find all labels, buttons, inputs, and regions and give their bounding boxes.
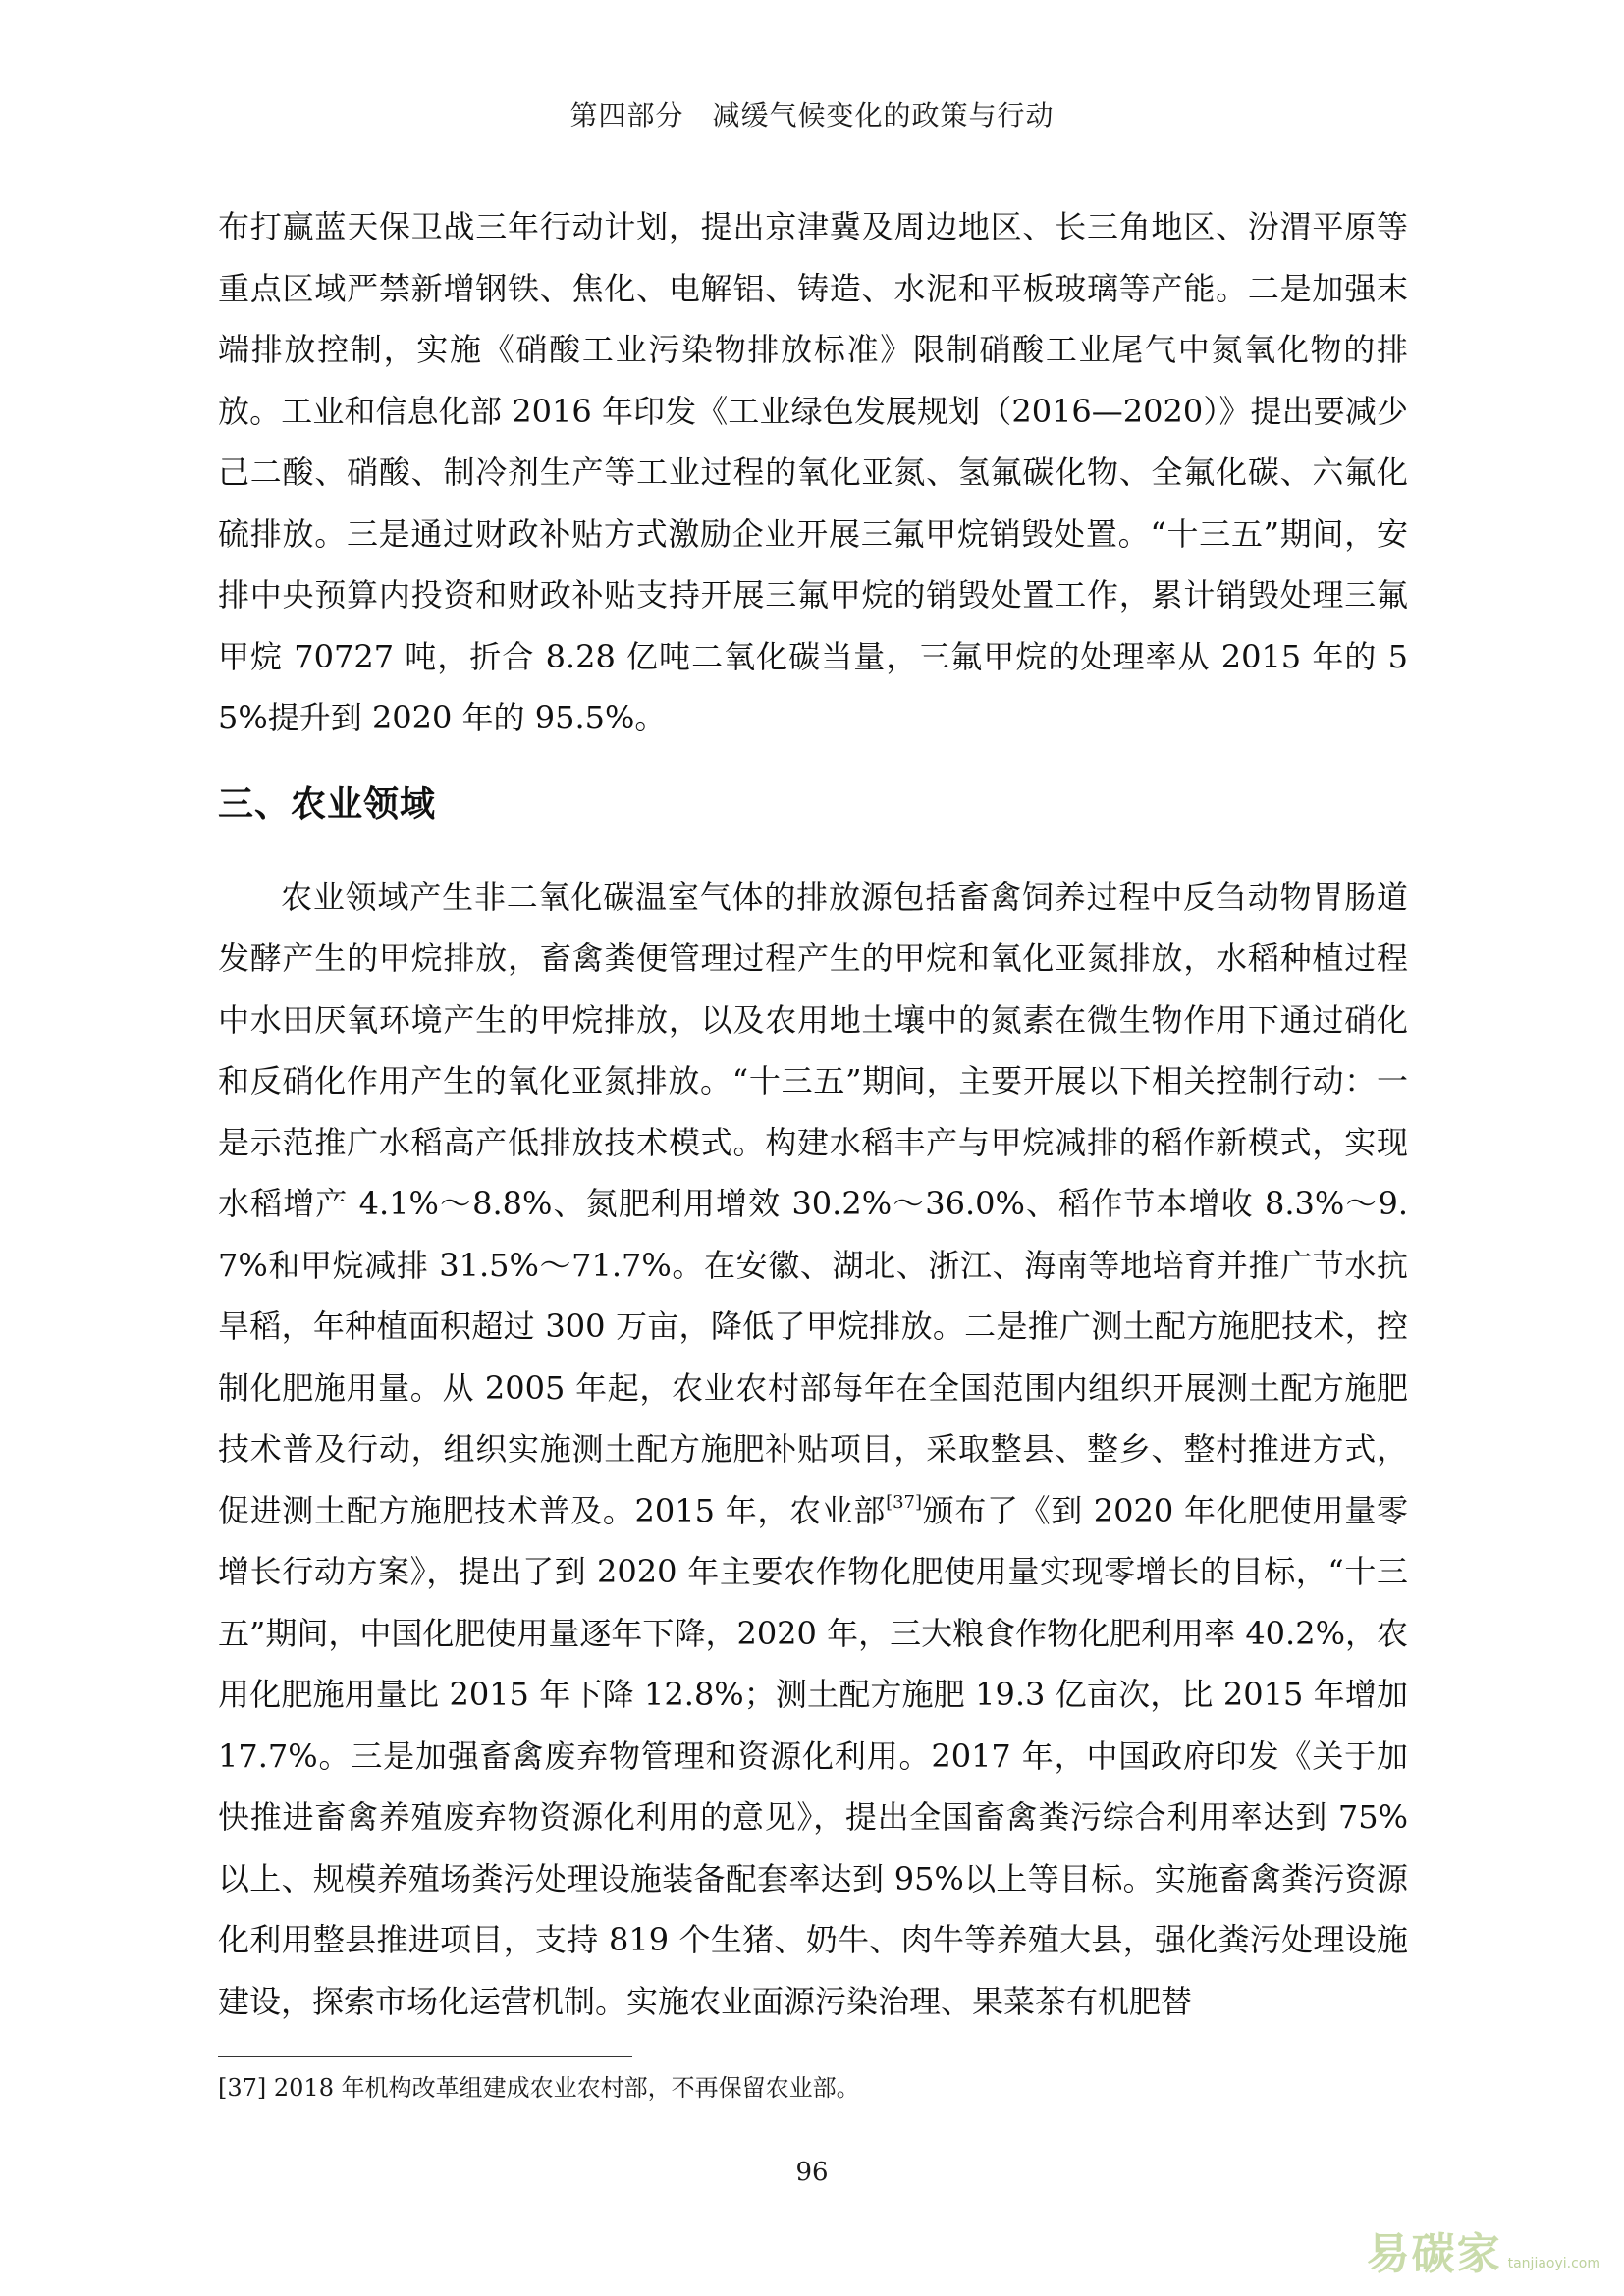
paragraph-agriculture-text-part-2: 颁布了《到 2020 年化肥使用量零增长行动方案》，提出了到 2020 年主要农作物化肥使用量实现零增长的目标，“十三五”期间，中国化肥使用量逐年下降，2020 年，三大粮食作物化肥利用率 40.2%，农用化肥施用量比 2015 年下降 12.8%；测土配方施肥 19.3 亿亩次，比 2015 年增加 17.7%。三是加强畜禽废弃物管理和资源化利用。2017 年，中国政府印发《关于加快推进畜禽养殖废弃物资源化利用的意见》，提出全国畜禽粪污综合利用率达到 75%以上、规模养殖场粪污处理设施装备配套率达到 95%以上等目标。实施畜禽粪污资源化利用整县推进项目，支持 819 个生猪、奶牛、肉牛等养殖大县，强化粪污处理设施建设，探索市场化运营机制。实施农业面源污染治理、果菜茶有机肥替 bbox=[218, 1491, 1408, 2020]
watermark bbox=[1367, 2230, 1600, 2279]
section-heading-agriculture: 三、农业领域 bbox=[218, 783, 437, 825]
footnote-reference-37[interactable]: [37] bbox=[886, 1491, 923, 1513]
watermark-logo: 易碳家 bbox=[1366, 2229, 1502, 2279]
watermark-domain: tanjiaoyi.com bbox=[1507, 2256, 1600, 2271]
footnote-divider bbox=[218, 2056, 632, 2057]
running-header: 第四部分 减缓气候变化的政策与行动 bbox=[569, 99, 1055, 132]
footnote-37: [37] 2018 年机构改革组建成农业农村部，不再保留农业部。 bbox=[218, 2074, 860, 2102]
paragraph-agriculture bbox=[218, 867, 1408, 2033]
paragraph-industry-continued: 布打赢蓝天保卫战三年行动计划，提出京津冀及周边地区、长三角地区、汾渭平原等重点区域严禁新增钢铁、焦化、电解铝、铸造、水泥和平板玻璃等产能。二是加强末端排放控制，实施《硝酸工业污染物排放标准》限制硝酸工业尾气中氮氧化物的排放。工业和信息化部 2016 年印发《工业绿色发展规划（2016—2020）》提出要减少己二酸、硝酸、制冷剂生产等工业过程的氧化亚氮、氢氟碳化物、全氟化碳、六氟化硫排放。三是通过财政补贴方式激励企业开展三氟甲烷销毁处置。“十三五”期间，安排中央预算内投资和财政补贴支持开展三氟甲烷的销毁处置工作，累计销毁处理三氟甲烷 70727 吨，折合 8.28 亿吨二氧化碳当量，三氟甲烷的处理率从 2015 年的 55%提升到 2020 年的 95.5%。 bbox=[218, 208, 1408, 736]
paragraph-agriculture-text-part-1: 农业领域产生非二氧化碳温室气体的排放源包括畜禽饲养过程中反刍动物胃肠道发酵产生的甲烷排放，畜禽粪便管理过程产生的甲烷和氧化亚氮排放，水稻种植过程中水田厌氧环境产生的甲烷排放，以及农用地土壤中的氮素在微生物作用下通过硝化和反硝化作用产生的氧化亚氮排放。“十三五”期间，主要开展以下相关控制行动：一是示范推广水稻高产低排放技术模式。构建水稻丰产与甲烷减排的稻作新模式，实现水稻增产 4.1%～8.8%、氮肥利用增效 30.2%～36.0%、稻作节本增收 8.3%～9.7%和甲烷减排 31.5%～71.7%。在安徽、湖北、浙江、海南等地培育并推广节水抗旱稻，年种植面积超过 300 万亩，降低了甲烷排放。二是推广测土配方施肥技术，控制化肥施用量。从 2005 年起，农业农村部每年在全国范围内组织开展测土配方施肥技术普及行动，组织实施测土配方施肥补贴项目，采取整县、整乡、整村推进方式，促进测土配方施肥技术普及。2015 年，农业部 bbox=[218, 878, 1408, 1529]
page-body bbox=[218, 196, 1408, 2032]
page-number: 96 bbox=[795, 2158, 829, 2187]
